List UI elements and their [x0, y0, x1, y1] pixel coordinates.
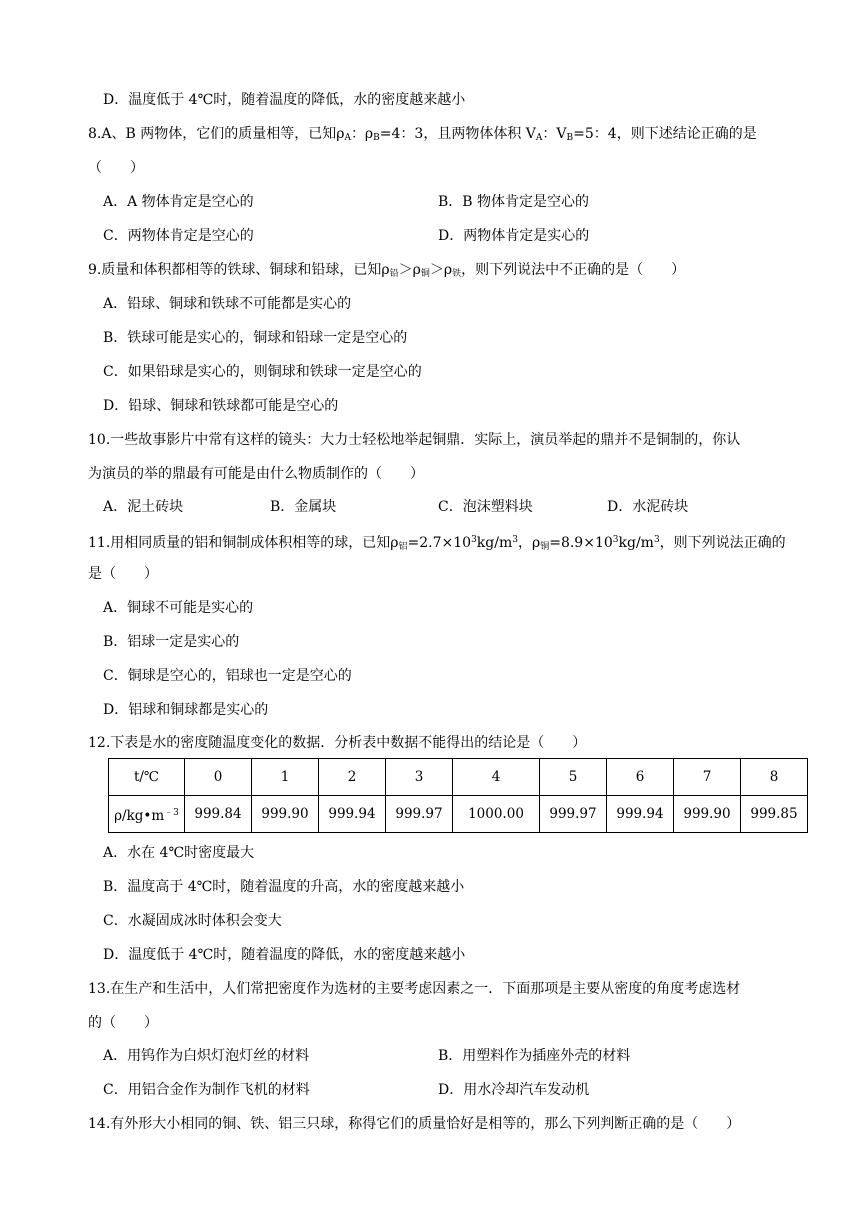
q11-option-b: B．铝球一定是实心的 [103, 634, 240, 650]
q12-option-a: A．水在 4℃时密度最大 [103, 845, 255, 861]
table-cell: 5 [540, 759, 607, 796]
q10-option-a: A．泥土砖块 [103, 499, 184, 515]
table-cell: 999.85 [741, 796, 808, 833]
q8-option-b: B．B 物体肯定是空心的 [438, 194, 590, 210]
question-13-line-1: 13.在生产和生活中，人们常把密度作为选材的主要考虑因素之一．下面那项是主要从密度的角度考虑选材 [88, 981, 741, 997]
table-header-temperature: t/℃ [109, 759, 185, 796]
table-row-temperature [109, 759, 808, 796]
table-cell: 999.97 [386, 796, 453, 833]
table-cell: 999.90 [252, 796, 319, 833]
table-cell: 999.84 [185, 796, 252, 833]
q13-option-b: B．用塑料作为插座外壳的材料 [438, 1048, 631, 1064]
table-cell: 6 [607, 759, 674, 796]
question-14-text: 14.有外形大小相同的铜、铁、铝三只球，称得它们的质量恰好是相等的，那么下列判断正确的是（ ） [88, 1116, 741, 1132]
question-8-text: 8.A、B 两物体，它们的质量相等，已知$\rho_A$：$\rho_B=4$：3，且两物体体积 $V_A$：$V_B=5$：4，则下述结论正确的是 [88, 126, 757, 143]
q9-option-b: B．铁球可能是实心的，铜球和铅球一定是空心的 [103, 330, 408, 346]
q12-option-d: D．温度低于 4℃时，随着温度的降低，水的密度越来越小 [103, 947, 466, 963]
q12-option-c: C．水凝固成冰时体积会变大 [103, 913, 282, 929]
density-table [108, 758, 808, 833]
question-10-line-1: 10.一些故事影片中常有这样的镜头：大力士轻松地举起铜鼎．实际上，演员举起的鼎并不是铜制的，你认 [88, 432, 741, 448]
table-cell: 7 [674, 759, 741, 796]
prev-option-d: D．温度低于 4℃时，随着温度的降低，水的密度越来越小 [103, 92, 466, 108]
question-9-text: 9.质量和体积都相等的铁球、铜球和铅球，已知$\rho_铅>\rho_铜>\rho_铁$，则下列说法中不正确的是（ ） [88, 262, 686, 279]
table-header-density: $\rho/kg•m^{﹣3}$ [109, 796, 185, 833]
table-cell: 1000.00 [453, 796, 540, 833]
question-13-line-2: 的（ ） [88, 1015, 158, 1031]
q8-option-a: A．A 物体肯定是空心的 [103, 194, 254, 210]
table-cell: 2 [319, 759, 386, 796]
q8-option-c: C．两物体肯定是空心的 [103, 228, 254, 244]
q12-option-b: B．温度高于 4℃时，随着温度的升高，水的密度越来越小 [103, 879, 465, 895]
q13-option-c: C．用铝合金作为制作飞机的材料 [103, 1082, 310, 1098]
q13-option-a: A．用钨作为白炽灯泡灯丝的材料 [103, 1048, 310, 1064]
q8-option-d: D．两物体肯定是实心的 [438, 228, 590, 244]
table-row-density [109, 796, 808, 833]
table-cell: 999.94 [607, 796, 674, 833]
table-cell: 4 [453, 759, 540, 796]
q9-option-a: A．铅球、铜球和铁球不可能都是实心的 [103, 296, 352, 312]
q9-option-d: D．铅球、铜球和铁球都可能是空心的 [103, 398, 339, 414]
table-cell: 3 [386, 759, 453, 796]
q13-option-d: D．用水冷却汽车发动机 [438, 1082, 590, 1098]
table-cell: 999.94 [319, 796, 386, 833]
table-cell: 1 [252, 759, 319, 796]
q9-option-c: C．如果铅球是实心的，则铜球和铁球一定是空心的 [103, 364, 422, 380]
table-cell: 999.90 [674, 796, 741, 833]
table-cell: 999.97 [540, 796, 607, 833]
question-11-line-1: 11.用相同质量的铝和铜制成体积相等的球，已知$\rho_铝=2.7\times 10^3kg/m^3$，$\rho_铜=8.9\times 10^3kg/m^3$，则下列说法正确的 [88, 535, 786, 552]
table-cell: 0 [185, 759, 252, 796]
question-11-line-2: 是（ ） [88, 566, 158, 582]
q10-option-c: C．泡沫塑料块 [438, 499, 533, 515]
q10-option-b: B．金属块 [270, 499, 337, 515]
q11-option-d: D．铝球和铜球都是实心的 [103, 702, 269, 718]
q11-option-c: C．铜球是空心的，铝球也一定是空心的 [103, 668, 352, 684]
q11-option-a: A．铜球不可能是实心的 [103, 600, 254, 616]
table-cell: 8 [741, 759, 808, 796]
q10-option-d: D．水泥砖块 [607, 499, 689, 515]
question-10-line-2: 为演员的举的鼎最有可能是由什么物质制作的（ ） [88, 466, 424, 482]
question-12-text: 12.下表是水的密度随温度变化的数据．分析表中数据不能得出的结论是（ ） [88, 735, 587, 751]
question-8-bracket: （ ） [88, 160, 144, 176]
